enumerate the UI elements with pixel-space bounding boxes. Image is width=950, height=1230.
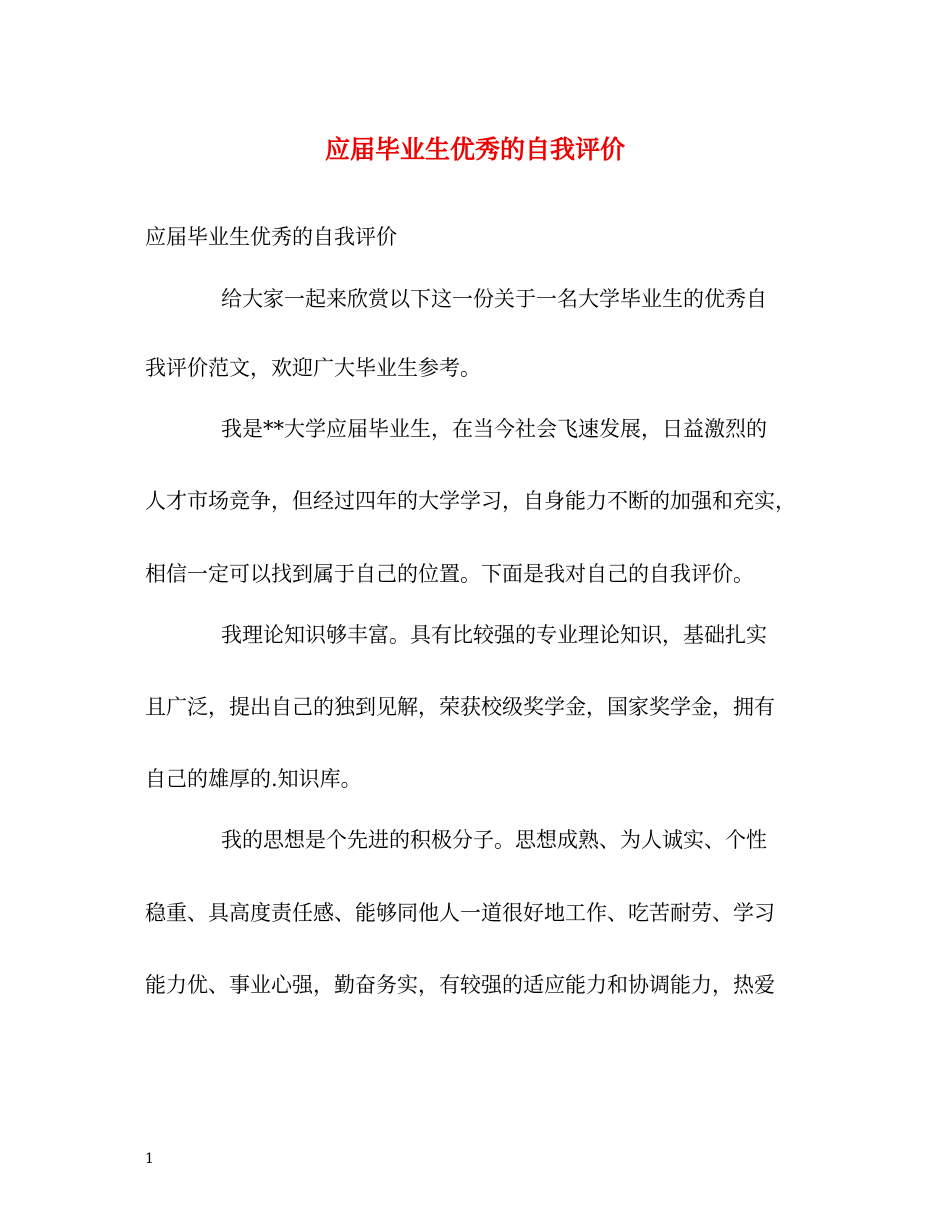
paragraph-line: 稳重、具高度责任感、能够同他人一道很好地工作、吃苦耐劳、学习 xyxy=(145,901,775,925)
document-title: 应届毕业生优秀的自我评价 xyxy=(324,135,625,164)
paragraph-line: 我理论知识够丰富。具有比较强的专业理论知识，基础扎实 xyxy=(221,623,767,647)
paragraph-line: 我的思想是个先进的积极分子。思想成熟、为人诚实、个性 xyxy=(221,828,767,852)
paragraph-line: 我评价范文，欢迎广大毕业生参考。 xyxy=(145,356,481,380)
paragraph-line: 且广泛，提出自己的独到见解，荣获校级奖学金，国家奖学金，拥有 xyxy=(145,695,775,719)
document-subtitle-line: 应届毕业生优秀的自我评价 xyxy=(145,225,397,249)
paragraph-line: 相信一定可以找到属于自己的位置。下面是我对自己的自我评价。 xyxy=(145,562,754,586)
paragraph-line: 自己的雄厚的.知识库。 xyxy=(145,767,362,791)
paragraph-line: 人才市场竞争，但经过四年的大学学习，自身能力不断的加强和充实， xyxy=(145,489,796,513)
paragraph-line: 给大家一起来欣赏以下这一份关于一名大学毕业生的优秀自 xyxy=(221,287,767,311)
paragraph-line: 我是**大学应届毕业生，在当今社会飞速发展，日益激烈的 xyxy=(221,417,767,441)
paragraph-line: 能力优、事业心强，勤奋务实，有较强的适应能力和协调能力，热爱 xyxy=(145,973,775,997)
page-number: 1 xyxy=(145,1151,154,1167)
